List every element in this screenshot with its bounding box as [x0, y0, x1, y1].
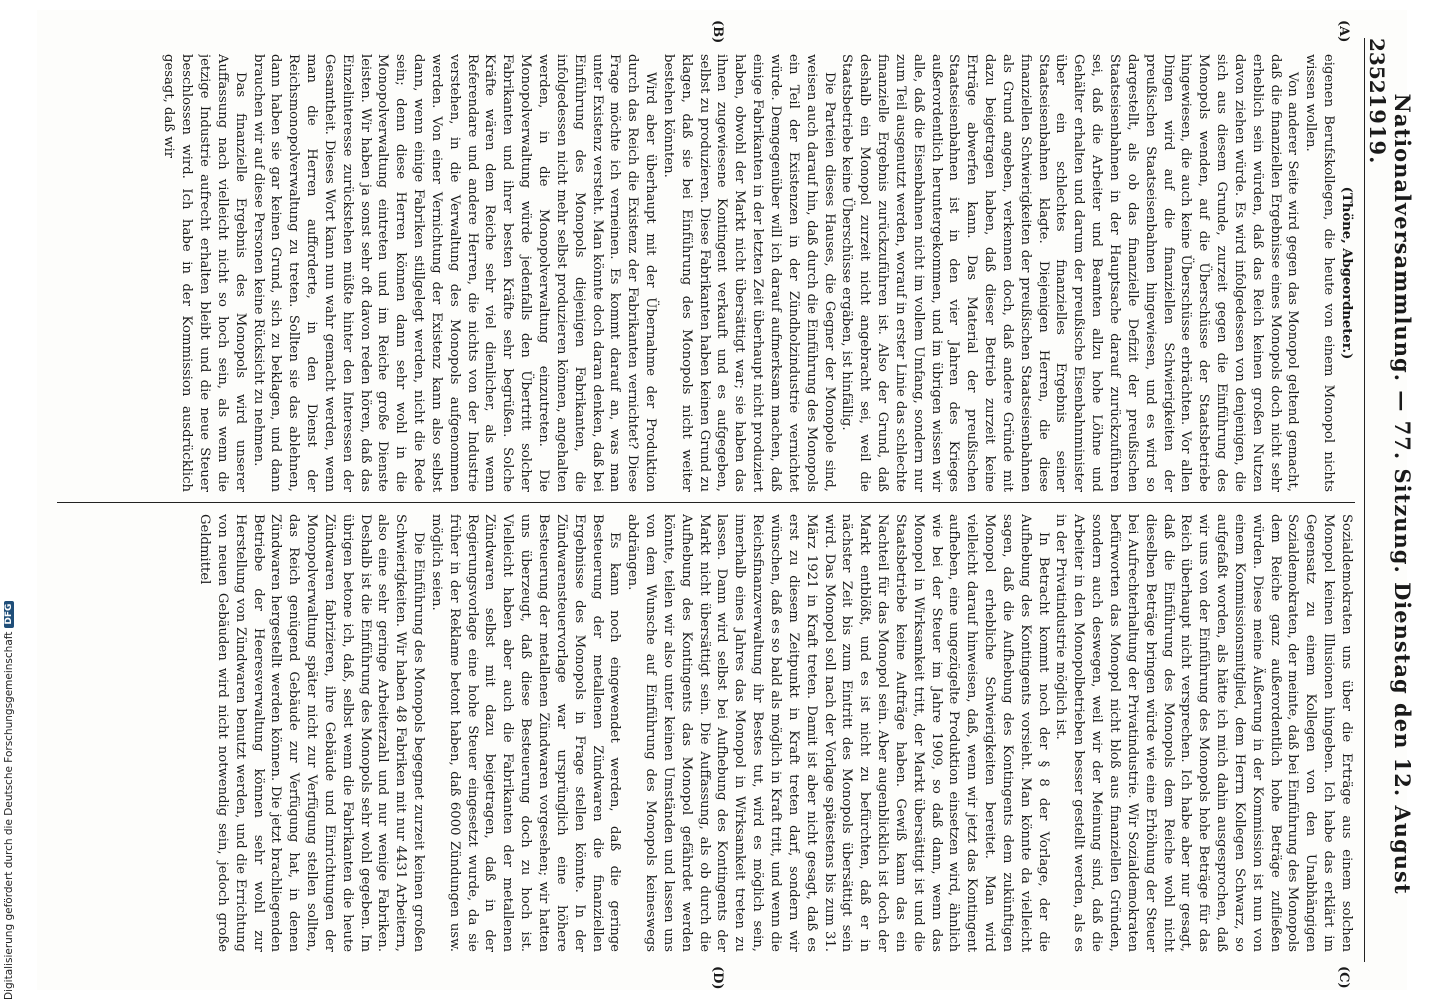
paragraph: Von anderer Seite wird gegen das Monopol geltend gemacht, daß die finanziellen Ergebnisse eines Monopols doch nicht sehr erheblich sein würden, daß das Reich keinen großen Nutzen davon ziehen würde. Es wird infolgedessen von denjenigen, die sich aus diesem Grunde, zurzeit gegen die Einführung des Monopols wenden, auf die Überschüsse der Staatsbetriebe hingewiesen, die auch keine Überschüsse erbrächten. Vor allen Dingen wird auf die finanziellen Schwierigkeiten der preußischen Staatseisenbahnen hingewiesen, und es wird so dargestellt, als ob das finanzielle Defizit der preußischen Staatseisenbahnen in der Hauptsache darauf zurückzuführen sei, daß die Arbeiter und Beamten allzu hohe Löhne und Gehälter erhalten und darum der preußische Eisenbahnminister über ein schlechtes finanzielles Ergebnis seiner Staatseisenbahnen klagte. Diejenigen Herren, die diese finanziellen Schwierigkeiten der preußischen Staatseisenbahnen als Grund angeben, verkennen doch, daß andere Gründe mit dazu beigetragen haben, daß dieser Betrieb zurzeit keine Erträge abwerfen kann. Das Material der preußischen Staatseisenbahnen ist in den vier Jahren des Krieges außerordentlich heruntergekommen, und im übrigen wissen wir alle, daß die Eisenbahnen nicht im vollem Umfang, sondern nur zum Teil ausgenutzt werden, worauf in erster Linie das schlechte finanzielle Ergebnis zurückzuführen ist. Also der Grund, daß deshalb ein Monopol zurzeit nicht angebracht sei, weil die Staatsbetriebe keine Überschüsse ergäben, ist hinfällig.: [839, 54, 1301, 492]
margin-marker-a: (A): [1336, 20, 1351, 43]
margin-marker-b: (B): [710, 20, 725, 44]
right-column: [51, 514, 1355, 952]
scanned-page: [37, 10, 1415, 990]
speaker-line: (Thöne, Abgeordneter.): [1339, 186, 1354, 360]
left-column: [51, 54, 1355, 492]
page-title: Nationalversammlung. — 77. Sitzung. Dienstag den 12. August 1919.: [1365, 93, 1415, 895]
digitization-credit: [2, 603, 16, 1000]
column-divider: [57, 502, 1355, 503]
paragraph: Sozialdemokraten uns über die Erträge aus einem solchen Monopol keinen Illusionen hingeben. Ich habe das erklärt im Gegensatz zu einem Kollegen von den Unabhängigen Sozialdemokraten, der meinte, daß bei Einführung des Monopols dem Reiche ganz außerordentlich hohe Beträge zufließen würden. Diese meine Äußerung in der Kommission ist nun von einem Kommissionsmitglied, dem Herrn Kollegen Schwarz, so aufgefaßt worden, als hätte ich mich dahin ausgesprochen, daß wir uns von der Einführung des Monopols hohe Beträge für das Reich überhaupt nicht versprechen. Ich habe aber nur gesagt, daß die Einführung des Monopols dem Reiche wohl nicht dieselben Beträge bringen würde wie eine Erhöhung der Steuer bei Aufrechterhaltung der Privatindustrie. Wir Sozialdemokraten befürworten das Monopol nicht bloß aus finanziellen Gründen, sondern auch deswegen, weil wir der Meinung sind, daß die Arbeiter in den Monopolbetrieben besser gestellt werden, als es in der Privatindustrie möglich ist.: [1053, 514, 1354, 952]
paragraph: Die Einführung des Monopols begegnet zurzeit keinen großen Schwierigkeiten. Wir haben 48 Fabriken mit nur 4431 Arbeitern, also eine sehr geringe Arbeiterzahl und nur wenige Fabriken. Deshalb ist die Einführung des Monopols sehr wohl gegeben. Im übrigen betone ich, daß, selbst wenn die Fabrikanten die heute Zündwaren fabrizieren, ihre Gebäude und Einrichtungen der Monopolverwaltung später nicht zur Verfügung stellen sollten, das Reich genügend Gebäude zur Verfügung hat, in denen Zündwaren hergestellt werden können. Die jetzt brachliegenden Betriebe der Heeresverwaltung können sehr wohl zur Herstellung von Zündwaren benutzt werden, und die Errichtung von neuen Gebäuden wird nicht notwendig sein, jedoch große Geldmittel: [197, 514, 427, 952]
dfg-logo: DFG: [4, 601, 14, 628]
margin-marker-c: (C): [1336, 966, 1351, 989]
page-header: [1364, 38, 1415, 962]
paragraph: Das finanzielle Ergebnis des Monopols wird unserer Auffassung nach vielleicht nicht so hoch sein, als wenn die jetzige Industrie aufrecht erhalten bleibt und die neue Steuer beschlossen wird. Ich habe in der Kommission ausdrücklich gesagt, daß wir: [161, 54, 248, 492]
paragraph: In Betracht kommt noch der § 8 der Vorlage, der die Aufhebung des Kontingents vorsieht. Man könnte da vielleicht sagen, daß die Aufhebung des Kontingents dem zukünftigen Monopol erhebliche Schwierigkeiten bereitet. Man wird vielleicht darauf hinweisen, daß, wenn wir jetzt das Kontingent aufheben, eine ungezügelte Produktion einsetzen wird, ähnlich wie bei der Steuer im Jahre 1909, so daß dann, wenn das Monopol in Wirksamkeit tritt, der Markt übersättigt ist und die Staatsbetriebe keine Aufträge haben. Gewiß kann das ein Nachteil für das Monopol sein. Aber augenblicklich ist doch der Markt entblößt, und es ist nicht zu befürchten, daß er in nächster Zeit bis zum Eintritt des Monopols übersättigt sein wird. Das Monopol soll nach der Vorlage spätestens bis zum 31. März 1921 in Kraft treten. Damit ist aber nicht gesagt, daß es erst zu diesem Zeitpunkt in Kraft treten darf, sondern wir wünschen, daß es so bald als möglich in Kraft tritt, und wenn die Reichsfinanzverwaltung ihr Bestes tut, wird es möglich sein, innerhalb eines Jahres das Monopol in Wirksamkeit treten zu lassen. Dann wird selbst bei Aufhebung des Kontingents der Markt nicht übersättigt sein. Die Auffassung, als ob durch die Aufhebung des Kontingents das Monopol gefährdet werden könnte, teilen wir also unter keinen Umständen und lassen uns von dem Wunsche auf Einführung des Monopols keineswegs abdrängen.: [625, 514, 1051, 952]
paragraph: Wird aber überhaupt mit der Übernahme der Produktion durch das Reich die Existenz der Fabrikanten vernichtet? Diese Frage möchte ich verneinen. Es kommt darauf an, was man unter Existenz versteht. Man könnte doch daran denken, daß bei Einführung des Monopols diejenigen Fabrikanten, die infolgedessen nicht mehr selbst produzieren können, angehalten werden, in die Monopolverwaltung einzutreten. Die Monopolverwaltung würde jedenfalls den Übertritt solcher Fabrikanten und ihrer besten Kräfte sehr begrüßen. Solche Kräfte wären dem Reiche sehr viel dienlicher, als wenn Referendare und andere Herren, die nichts von der Industrie verstehen, in die Verwaltung des Monopols aufgenommen werden. Von einer Vernichtung der Existenz kann also selbst dann, wenn einige Fabriken stillgelegt werden, nicht die Rede sein; denn diese Herren können dann sehr wohl in die Monopolverwaltung eintreten und im Reiche große Dienste leisten. Wir haben ja sonst sehr oft davon reden hören, daß das Einzelinteresse zurückstehen müßte hinter den Interessen der Gesamtheit. Dieses Wort kann nun wahr gemacht werden, wenn man die Herren aufforderte, in den Dienst der Reichsmonopolverwaltung zu treten. Sollten sie das ablehnen, dann haben sie gar keinen Grund, sich zu beklagen, und dann brauchen wir auf diese Personen keine Rücksicht zu nehmen.: [250, 54, 659, 492]
credit-text: Digitalisierung gefördert durch die Deutsche Forschungsgemeinschaft: [3, 631, 15, 1000]
margin-marker-d: (D): [710, 966, 725, 990]
page-number: 2352: [1365, 38, 1389, 94]
paragraph: Es kann noch eingewendet werden, daß die geringe Besteuerung der metallenen Zündwaren die finanziellen Ergebnisse des Monopols in Frage stellen könnte. In der Zündwarensteuervorlage war ursprünglich eine höhere Besteuerung der metallenen Zündwaren vorgesehen; wir hatten uns überzeugt, daß diese Besteuerung doch zu hoch ist. Vielleicht haben aber auch die Fabrikanten der metallenen Zündwaren selbst mit dazu beigetragen, daß in der Regierungsvorlage eine hohe Steuer eingesetzt wurde, da sie früher in der Reklame betont haben, daß 6000 Zündungen usw. möglich seien.: [428, 514, 623, 952]
paragraph: eigenen Berufskollegen, die heute von einem Monopol nichts wissen wollen.: [1303, 54, 1337, 492]
paragraph: Die Parteien dieses Hauses, die Gegner der Monopole sind, weisen auch darauf hin, daß durch die Einführung des Monopols ein Teil der Existenzen in der Zündholzindustrie vernichtet würde. Demgegenüber will ich darauf aufmerksam machen, daß einige Fabrikanten in der letzten Zeit überhaupt nicht produziert haben, obwohl der Markt nicht übersättigt war; sie haben das ihnen zugewiesene Kontingent verkauft und es aufgegeben, selbst zu produzieren. Diese Fabrikanten haben keinen Grund zu klagen, daß sie bei Einführung des Monopols nicht weiter bestehen könnten.: [660, 54, 837, 492]
